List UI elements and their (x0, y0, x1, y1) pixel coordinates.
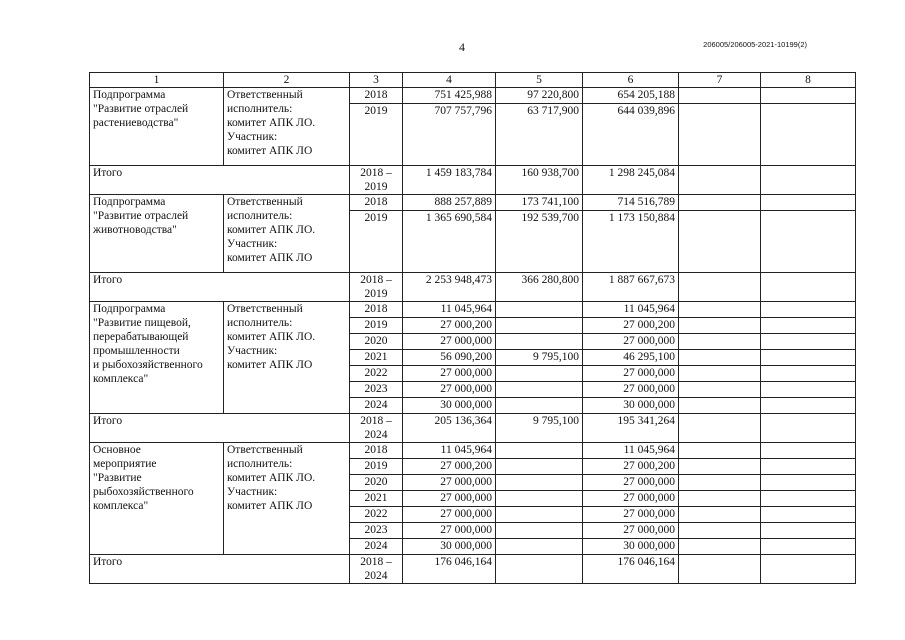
year-cell: 2019 (350, 104, 403, 166)
regional-amount-cell: 46 295,100 (583, 350, 679, 366)
table-row (90, 88, 856, 104)
program-name-cell (90, 88, 224, 166)
year-cell: 2021 (350, 350, 403, 366)
program-name-line: мероприятие (93, 458, 157, 470)
empty-cell-7 (679, 318, 761, 334)
federal-amount-cell (496, 302, 583, 318)
year-cell: 2024 (350, 398, 403, 414)
total-row (90, 414, 856, 443)
federal-amount-cell (496, 382, 583, 398)
federal-amount-cell (496, 459, 583, 475)
executor-line: Ответственный (227, 444, 303, 456)
total-amount-cell: 27 000,000 (403, 334, 496, 350)
empty-cell-7 (679, 539, 761, 555)
executor-line: Ответственный (227, 303, 303, 315)
total-amount-cell: 30 000,000 (403, 398, 496, 414)
empty-cell-8 (761, 475, 856, 491)
empty-cell-7 (679, 104, 761, 166)
executor-line: Участник: (227, 486, 278, 498)
empty-cell-7 (679, 195, 761, 211)
document-id: 206005/206005-2021-10199(2) (703, 40, 807, 49)
total-amount-cell: 27 000,000 (403, 523, 496, 539)
year-cell: 2018 (350, 88, 403, 104)
period-start: 2018 – (360, 415, 392, 427)
executor-cell (224, 443, 350, 555)
federal-amount-cell (496, 475, 583, 491)
program-name-line: растениеводства" (93, 117, 179, 129)
year-cell: 2020 (350, 334, 403, 350)
table-row (90, 443, 856, 459)
executor-line: исполнитель: (227, 458, 293, 470)
executor-line: комитет АПК ЛО (227, 145, 313, 157)
col-header-4: 4 (403, 73, 496, 88)
executor-line: Ответственный (227, 89, 303, 101)
program-name-line: животноводства" (93, 224, 177, 236)
year-cell: 2018 (350, 443, 403, 459)
regional-amount-cell: 27 000,000 (583, 382, 679, 398)
program-name-line: перерабатывающей (93, 331, 189, 343)
col-header-2: 2 (224, 73, 350, 88)
total-amount-cell: 27 000,200 (403, 318, 496, 334)
empty-cell-8 (761, 166, 856, 195)
federal-amount-cell (496, 366, 583, 382)
empty-cell-8 (761, 273, 856, 302)
total-amount-cell: 56 090,200 (403, 350, 496, 366)
empty-cell-7 (679, 414, 761, 443)
total-row (90, 555, 856, 584)
federal-amount-cell (496, 539, 583, 555)
total-amount-cell: 11 045,964 (403, 302, 496, 318)
empty-cell-8 (761, 491, 856, 507)
program-name-line: Подпрограмма (93, 303, 166, 315)
program-name-line: "Развитие отраслей (93, 210, 189, 222)
empty-cell-7 (679, 273, 761, 302)
empty-cell-7 (679, 88, 761, 104)
executor-line: комитет АПК ЛО. (227, 472, 316, 484)
federal-amount-cell (496, 491, 583, 507)
federal-amount-cell (496, 523, 583, 539)
regional-amount-cell: 654 205,188 (583, 88, 679, 104)
total-period-cell (350, 166, 403, 195)
regional-amount-cell: 1 173 150,884 (583, 211, 679, 273)
empty-cell-8 (761, 555, 856, 584)
empty-cell-8 (761, 195, 856, 211)
total-row (90, 166, 856, 195)
period-end: 2019 (364, 181, 388, 193)
year-cell: 2023 (350, 523, 403, 539)
empty-cell-7 (679, 398, 761, 414)
col-header-3: 3 (350, 73, 403, 88)
empty-cell-8 (761, 366, 856, 382)
executor-line: комитет АПК ЛО. (227, 331, 316, 343)
empty-cell-8 (761, 211, 856, 273)
funding-table (89, 72, 856, 584)
total-amount-cell: 27 000,000 (403, 382, 496, 398)
program-name-line: Подпрограмма (93, 196, 166, 208)
col-header-7: 7 (679, 73, 761, 88)
year-cell: 2018 (350, 302, 403, 318)
federal-amount-cell (496, 507, 583, 523)
program-name-line: "Развитие (93, 472, 142, 484)
total-amount-cell: 888 257,889 (403, 195, 496, 211)
total-period-cell (350, 414, 403, 443)
empty-cell-7 (679, 366, 761, 382)
total-label-cell: Итого (90, 414, 350, 443)
total-row (90, 273, 856, 302)
total-amount-cell: 27 000,000 (403, 491, 496, 507)
regional-amount-cell: 27 000,000 (583, 475, 679, 491)
federal-amount-cell (496, 398, 583, 414)
total-amount-cell: 11 045,964 (403, 443, 496, 459)
federal-amount-cell (496, 334, 583, 350)
program-name-line: "Развитие пищевой, (93, 317, 191, 329)
federal-amount-cell (496, 318, 583, 334)
executor-line: комитет АПК ЛО. (227, 224, 316, 236)
total-amount-cell: 205 136,364 (403, 414, 496, 443)
regional-amount-cell: 27 000,000 (583, 507, 679, 523)
regional-amount-cell: 27 000,000 (583, 523, 679, 539)
program-name-line: комплекса" (93, 373, 149, 385)
total-amount-cell: 1 459 183,784 (403, 166, 496, 195)
empty-cell-7 (679, 555, 761, 584)
column-number-row (90, 73, 856, 88)
total-label-cell: Итого (90, 166, 350, 195)
program-name-line: рыбохозяйственного (93, 486, 194, 498)
executor-cell (224, 195, 350, 273)
executor-line: Участник: (227, 238, 278, 250)
total-amount-cell: 27 000,000 (403, 507, 496, 523)
period-start: 2018 – (360, 556, 392, 568)
program-name-cell (90, 195, 224, 273)
total-amount-cell: 751 425,988 (403, 88, 496, 104)
total-amount-cell: 30 000,000 (403, 539, 496, 555)
empty-cell-7 (679, 475, 761, 491)
federal-amount-cell: 173 741,100 (496, 195, 583, 211)
year-cell: 2023 (350, 382, 403, 398)
total-label-cell: Итого (90, 273, 350, 302)
empty-cell-7 (679, 302, 761, 318)
table-row (90, 302, 856, 318)
federal-amount-cell: 366 280,800 (496, 273, 583, 302)
total-period-cell (350, 273, 403, 302)
executor-line: комитет АПК ЛО (227, 359, 313, 371)
year-cell: 2019 (350, 318, 403, 334)
total-amount-cell: 176 046,164 (403, 555, 496, 584)
executor-cell (224, 302, 350, 414)
regional-amount-cell: 644 039,896 (583, 104, 679, 166)
empty-cell-7 (679, 523, 761, 539)
year-cell: 2019 (350, 459, 403, 475)
executor-line: исполнитель: (227, 210, 293, 222)
empty-cell-8 (761, 302, 856, 318)
period-end: 2019 (364, 288, 388, 300)
page-number: 4 (459, 40, 465, 54)
program-name-line: Подпрограмма (93, 89, 166, 101)
total-amount-cell: 707 757,796 (403, 104, 496, 166)
period-start: 2018 – (360, 274, 392, 286)
year-cell: 2022 (350, 366, 403, 382)
total-amount-cell: 2 253 948,473 (403, 273, 496, 302)
table-row (90, 195, 856, 211)
regional-amount-cell: 30 000,000 (583, 398, 679, 414)
federal-amount-cell: 192 539,700 (496, 211, 583, 273)
col-header-1: 1 (90, 73, 224, 88)
regional-amount-cell: 27 000,000 (583, 334, 679, 350)
empty-cell-7 (679, 350, 761, 366)
program-name-line: "Развитие отраслей (93, 103, 189, 115)
empty-cell-7 (679, 382, 761, 398)
federal-amount-cell: 97 220,800 (496, 88, 583, 104)
total-amount-cell: 1 365 690,584 (403, 211, 496, 273)
col-header-8: 8 (761, 73, 856, 88)
federal-amount-cell: 63 717,900 (496, 104, 583, 166)
regional-amount-cell: 30 000,000 (583, 539, 679, 555)
empty-cell-7 (679, 459, 761, 475)
federal-amount-cell: 9 795,100 (496, 350, 583, 366)
year-cell: 2022 (350, 507, 403, 523)
empty-cell-8 (761, 507, 856, 523)
executor-line: Участник: (227, 131, 278, 143)
year-cell: 2019 (350, 211, 403, 273)
program-name-line: промышленности (93, 345, 180, 357)
year-cell: 2018 (350, 195, 403, 211)
year-cell: 2020 (350, 475, 403, 491)
regional-amount-cell: 27 000,200 (583, 459, 679, 475)
regional-amount-cell: 11 045,964 (583, 302, 679, 318)
program-name-cell (90, 443, 224, 555)
empty-cell-7 (679, 491, 761, 507)
executor-line: исполнитель: (227, 103, 293, 115)
empty-cell-7 (679, 507, 761, 523)
federal-amount-cell (496, 443, 583, 459)
total-amount-cell: 27 000,200 (403, 459, 496, 475)
total-label-cell: Итого (90, 555, 350, 584)
executor-line: комитет АПК ЛО (227, 500, 313, 512)
period-end: 2024 (364, 570, 388, 582)
empty-cell-8 (761, 443, 856, 459)
federal-amount-cell: 9 795,100 (496, 414, 583, 443)
regional-amount-cell: 714 516,789 (583, 195, 679, 211)
empty-cell-8 (761, 523, 856, 539)
regional-amount-cell: 1 887 667,673 (583, 273, 679, 302)
empty-cell-8 (761, 382, 856, 398)
program-name-line: и рыбохозяйственного (93, 359, 203, 371)
executor-line: Ответственный (227, 196, 303, 208)
empty-cell-7 (679, 211, 761, 273)
regional-amount-cell: 11 045,964 (583, 443, 679, 459)
empty-cell-8 (761, 459, 856, 475)
period-start: 2018 – (360, 167, 392, 179)
empty-cell-7 (679, 443, 761, 459)
program-name-line: Основное (93, 444, 141, 456)
regional-amount-cell: 27 000,000 (583, 366, 679, 382)
period-end: 2024 (364, 429, 388, 441)
federal-amount-cell (496, 555, 583, 584)
col-header-6: 6 (583, 73, 679, 88)
total-period-cell (350, 555, 403, 584)
executor-cell (224, 88, 350, 166)
program-name-line: комплекса" (93, 500, 149, 512)
regional-amount-cell: 27 000,000 (583, 491, 679, 507)
year-cell: 2024 (350, 539, 403, 555)
empty-cell-8 (761, 414, 856, 443)
empty-cell-7 (679, 166, 761, 195)
empty-cell-8 (761, 318, 856, 334)
empty-cell-8 (761, 350, 856, 366)
total-amount-cell: 27 000,000 (403, 475, 496, 491)
empty-cell-8 (761, 334, 856, 350)
total-amount-cell: 27 000,000 (403, 366, 496, 382)
table-body (90, 88, 856, 584)
executor-line: комитет АПК ЛО. (227, 117, 316, 129)
regional-amount-cell: 195 341,264 (583, 414, 679, 443)
empty-cell-8 (761, 88, 856, 104)
program-name-cell (90, 302, 224, 414)
executor-line: комитет АПК ЛО (227, 252, 313, 264)
executor-line: Участник: (227, 345, 278, 357)
col-header-5: 5 (496, 73, 583, 88)
federal-amount-cell: 160 938,700 (496, 166, 583, 195)
regional-amount-cell: 27 000,200 (583, 318, 679, 334)
empty-cell-8 (761, 398, 856, 414)
empty-cell-8 (761, 104, 856, 166)
empty-cell-8 (761, 539, 856, 555)
executor-line: исполнитель: (227, 317, 293, 329)
year-cell: 2021 (350, 491, 403, 507)
empty-cell-7 (679, 334, 761, 350)
regional-amount-cell: 176 046,164 (583, 555, 679, 584)
regional-amount-cell: 1 298 245,084 (583, 166, 679, 195)
